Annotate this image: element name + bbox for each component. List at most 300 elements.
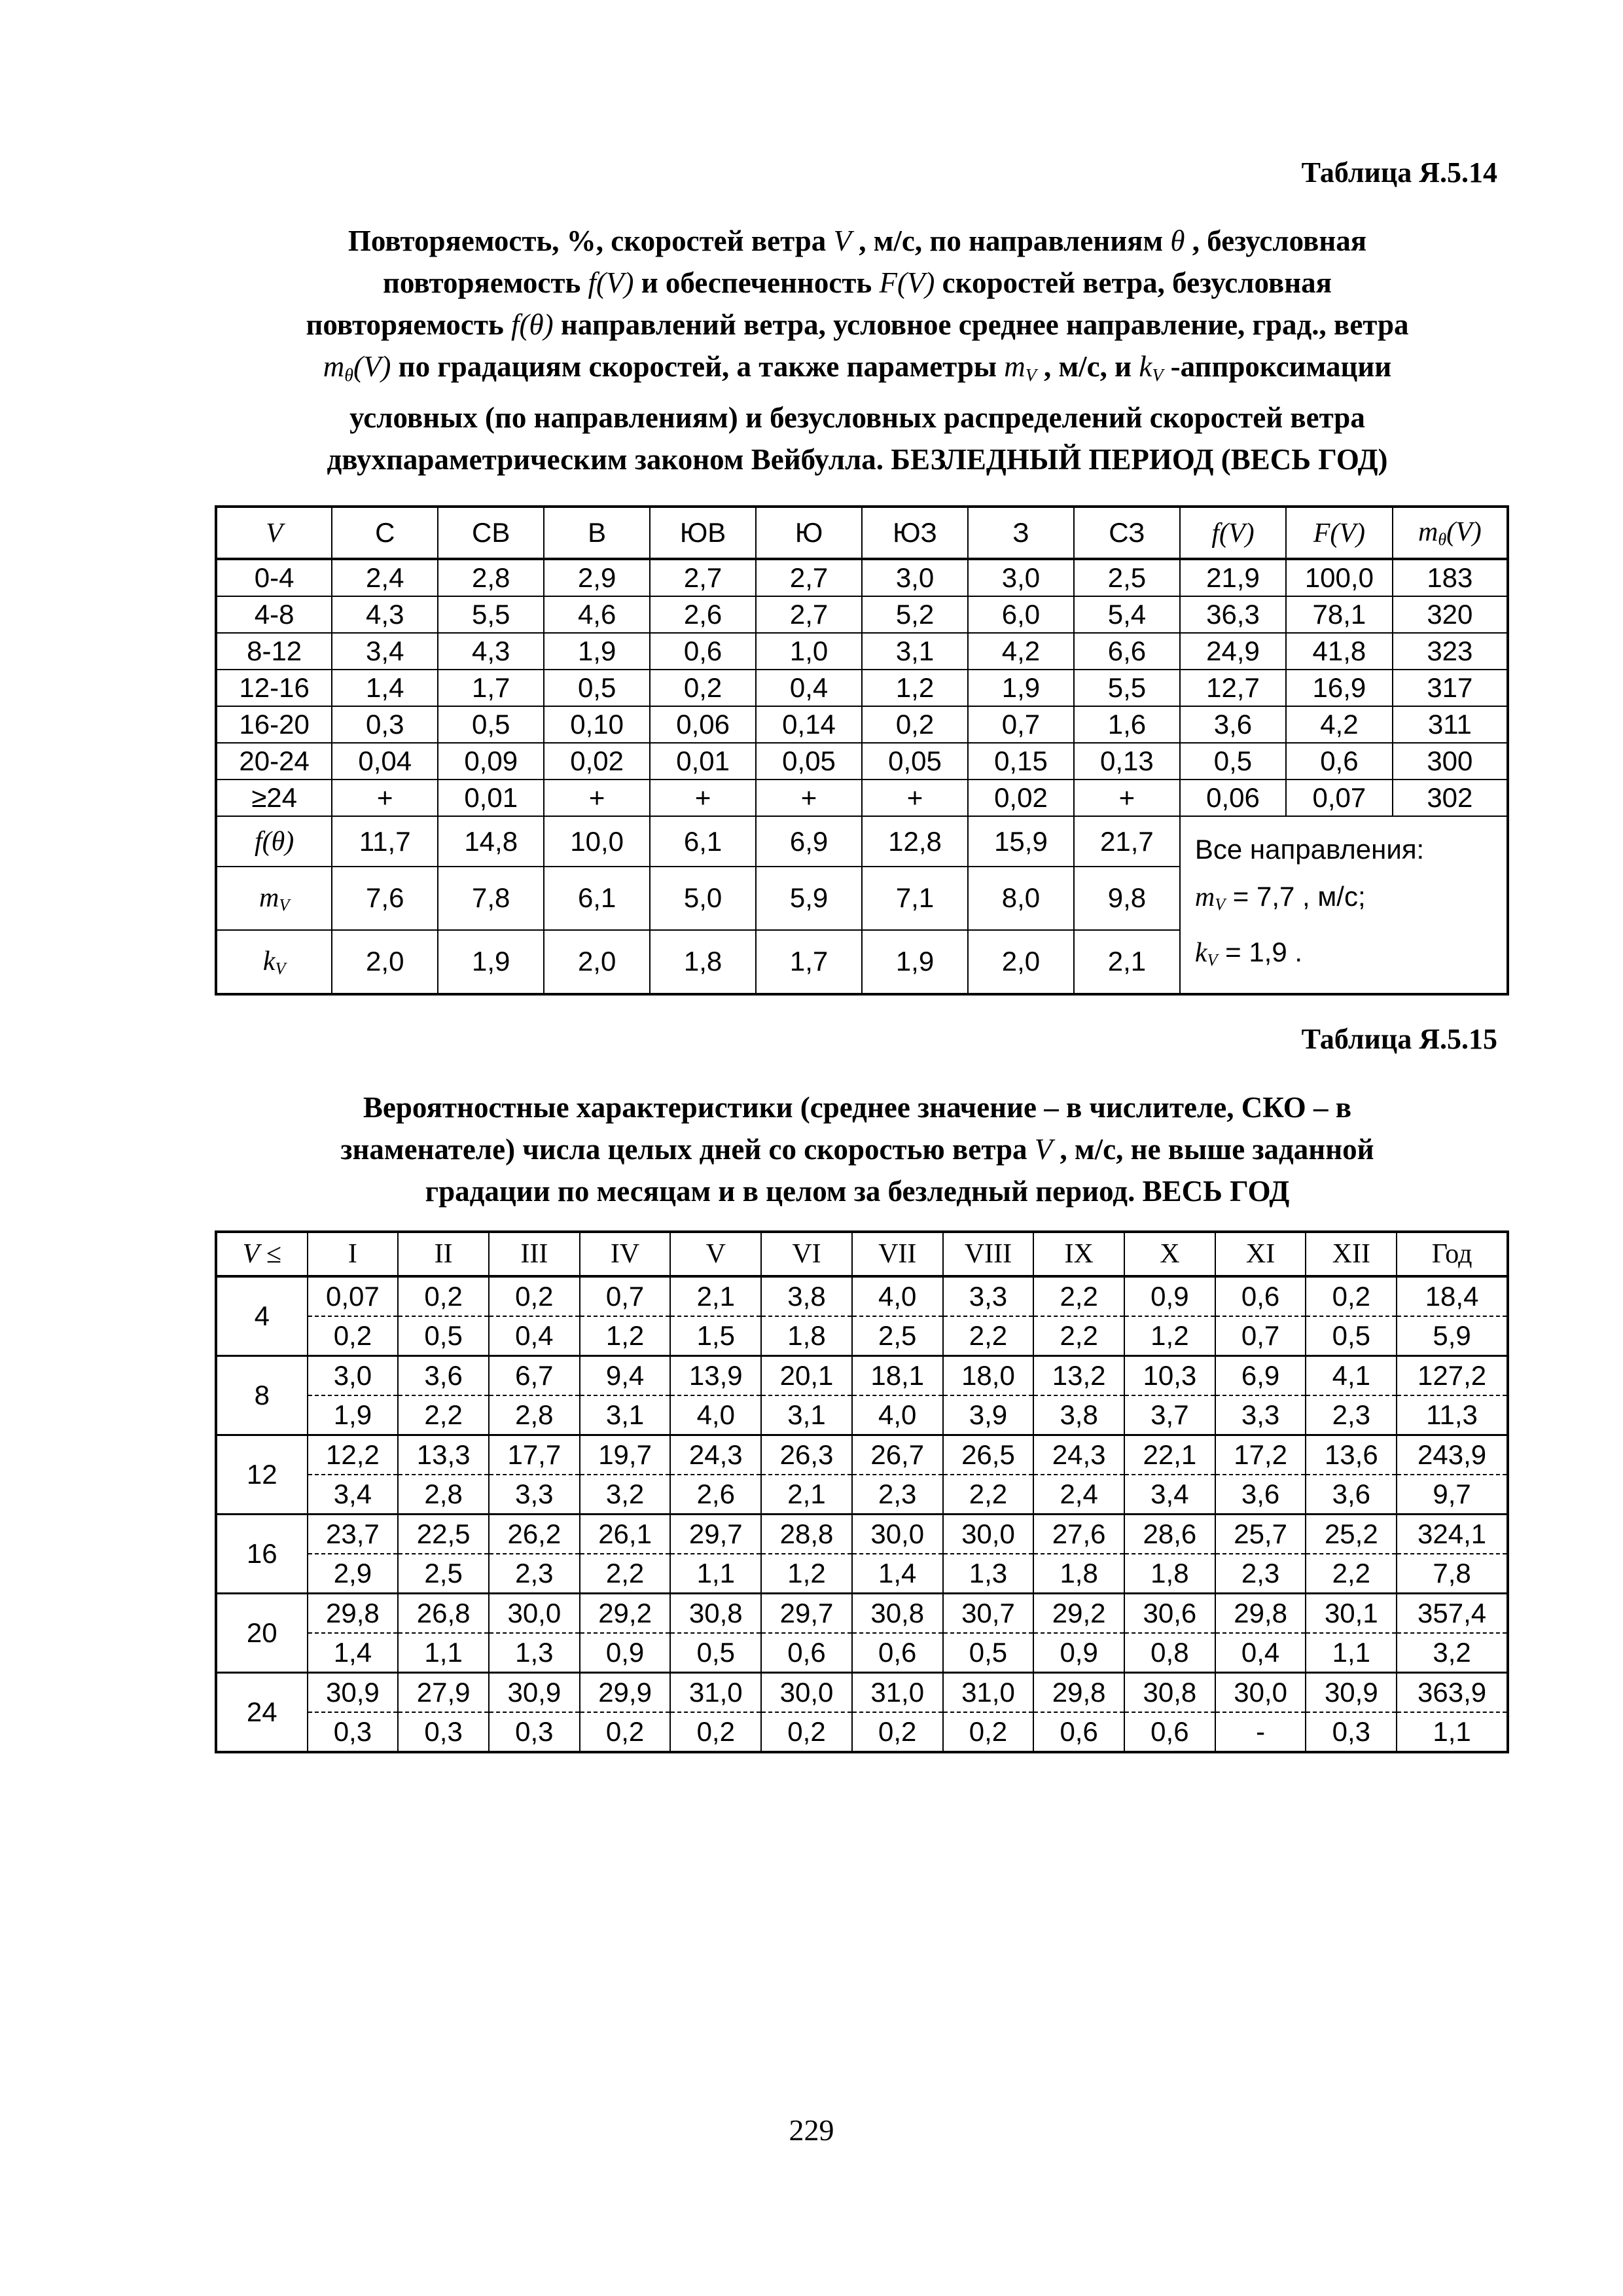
page-number: 229 [789,2113,834,2147]
row-header: 4-8 [216,596,332,633]
sd-cell: 0,3 [398,1712,489,1752]
mean-cell: 10,3 [1124,1356,1215,1396]
summary-cell [1180,816,1508,994]
table-cell: 0,5 [438,706,544,743]
mean-cell: 28,6 [1124,1515,1215,1554]
sd-cell: 2,3 [1306,1395,1397,1435]
table-cell: 1,2 [862,670,968,706]
table-cell: 11,7 [332,816,438,867]
sd-cell: 3,2 [580,1475,671,1515]
mean-cell: 30,0 [1215,1673,1306,1713]
mean-cell: 17,7 [489,1435,580,1475]
mean-cell: 29,8 [1215,1594,1306,1634]
column-header: IX [1033,1232,1124,1276]
column-header: IV [580,1232,671,1276]
mean-cell: 30,8 [852,1594,943,1634]
table-cell: 2,9 [544,559,650,596]
table1-title-line: повторяемость f(θ) направлений ветра, условное среднее направление, град., ветра [306,308,1409,341]
column-header: З [968,507,1074,559]
table-cell: 21,9 [1180,559,1286,596]
sd-cell: 0,2 [943,1712,1034,1752]
mean-cell: 13,9 [670,1356,761,1396]
math-symbol: f(θ) [511,308,554,341]
row-header: 8-12 [216,633,332,670]
math-symbol: $k_V$ [262,946,286,978]
sd-cell: 2,2 [398,1395,489,1435]
mean-cell: 13,6 [1306,1435,1397,1475]
mean-cell: 4,1 [1306,1356,1397,1396]
table-cell: 323 [1393,633,1508,670]
sd-cell: 0,6 [761,1633,852,1673]
mean-cell: 3,6 [398,1356,489,1396]
mean-cell: 324,1 [1397,1515,1508,1554]
sd-cell: 0,5 [1306,1316,1397,1356]
column-header [1180,507,1286,559]
row-header: 8 [216,1356,308,1435]
table-cell: 0,07 [1286,780,1393,816]
table2-label: Таблица Я.5.15 [1301,1023,1497,1055]
sd-cell: 5,9 [1397,1316,1508,1356]
mean-cell: 2,1 [670,1276,761,1316]
sd-cell: 4,0 [852,1395,943,1435]
sd-cell: 0,9 [580,1633,671,1673]
row-header: 20 [216,1594,308,1673]
summary-kv: $k_V = 1,9$ . [1194,936,1303,969]
column-header: СЗ [1074,507,1180,559]
sd-row [216,1554,1508,1594]
math-subscript: θ [1438,529,1447,549]
math-symbol: $m_V$ [259,882,290,915]
mean-cell: 29,8 [308,1594,399,1634]
row-header: 0-4 [216,559,332,596]
math-subscript: θ [344,365,353,386]
mean-cell: 25,2 [1306,1515,1397,1554]
wind-frequency-table [215,505,1509,996]
column-header: X [1124,1232,1215,1276]
table-cell: 41,8 [1286,633,1393,670]
table-cell: 300 [1393,743,1508,780]
mean-cell: 363,9 [1397,1673,1508,1713]
summary-caption: Все направления: [1194,834,1425,865]
sd-cell: 1,1 [1306,1633,1397,1673]
sd-cell: 2,2 [943,1475,1034,1515]
table-cell: 3,6 [1180,706,1286,743]
mean-cell: 357,4 [1397,1594,1508,1634]
table-cell: 15,9 [968,816,1074,867]
column-header: XII [1306,1232,1397,1276]
table-cell: 0,5 [544,670,650,706]
table2-title-line: градации по месяцам и в целом за безледный период. ВЕСЬ ГОД [425,1175,1290,1208]
sd-cell: 2,3 [489,1554,580,1594]
table-cell: + [756,780,862,816]
row-header: 20-24 [216,743,332,780]
table-cell: 7,6 [332,867,438,930]
sd-cell: 0,2 [308,1316,399,1356]
sd-cell: 2,2 [943,1316,1034,1356]
table-cell: 2,1 [1074,930,1180,994]
sd-row [216,1475,1508,1515]
sd-cell: 0,4 [1215,1633,1306,1673]
table-cell: 1,7 [756,930,862,994]
table-cell: 1,4 [332,670,438,706]
table-cell: 0,15 [968,743,1074,780]
mean-cell: 0,6 [1215,1276,1306,1316]
table-cell: 6,1 [544,867,650,930]
mean-cell: 24,3 [670,1435,761,1475]
table-cell: 16,9 [1286,670,1393,706]
math-symbol: V [833,224,852,257]
column-header [1286,507,1393,559]
sd-cell: 3,6 [1306,1475,1397,1515]
sd-cell: 0,6 [852,1633,943,1673]
mean-cell: 26,5 [943,1435,1034,1475]
mean-cell: 0,2 [489,1276,580,1316]
sd-cell: - [1215,1712,1306,1752]
table-cell: 24,9 [1180,633,1286,670]
mean-row [216,1435,1508,1475]
table-cell: 12,8 [862,816,968,867]
sd-row [216,1316,1508,1356]
column-header: С [332,507,438,559]
mean-cell: 9,4 [580,1356,671,1396]
mean-cell: 29,8 [1033,1673,1124,1713]
row-header [216,816,332,867]
sd-cell: 2,2 [580,1554,671,1594]
mean-cell: 29,9 [580,1673,671,1713]
table1-title-line: Повторяемость, %, скоростей ветра V , м/с, по направлениям θ , безусловная [348,224,1367,257]
row-header [216,867,332,930]
mean-cell: 3,0 [308,1356,399,1396]
math-symbol: f(θ) [254,827,294,857]
sd-row [216,1712,1508,1752]
table-cell: 10,0 [544,816,650,867]
mean-cell: 27,6 [1033,1515,1124,1554]
sd-cell: 1,5 [670,1316,761,1356]
sd-cell: 2,5 [398,1554,489,1594]
table-cell: 0,6 [1286,743,1393,780]
mean-cell: 30,0 [943,1515,1034,1554]
table-cell: 1,6 [1074,706,1180,743]
sd-cell: 2,8 [398,1475,489,1515]
math-subscript: V [1215,895,1226,914]
table-cell: 3,0 [968,559,1074,596]
sd-cell: 2,2 [1033,1316,1124,1356]
math-subscript: V [279,895,290,915]
sd-cell: 3,9 [943,1395,1034,1435]
sd-cell: 2,2 [1306,1554,1397,1594]
mean-cell: 29,7 [670,1515,761,1554]
column-header: III [489,1232,580,1276]
mean-cell: 26,3 [761,1435,852,1475]
column-header: ЮЗ [862,507,968,559]
table-row [216,743,1508,780]
math-symbol: $m_\theta(V)$ [323,350,391,386]
table-cell: 2,5 [1074,559,1180,596]
sd-cell: 0,2 [670,1712,761,1752]
row-header: 4 [216,1276,308,1356]
sd-cell: 2,8 [489,1395,580,1435]
column-header: VII [852,1232,943,1276]
table-cell: 1,9 [438,930,544,994]
sd-cell: 3,3 [489,1475,580,1515]
table-cell: 3,0 [862,559,968,596]
table-row [216,706,1508,743]
mean-cell: 30,9 [308,1673,399,1713]
table-cell: 4,3 [438,633,544,670]
mean-cell: 0,9 [1124,1276,1215,1316]
row-header: 16-20 [216,706,332,743]
mean-cell: 4,0 [852,1276,943,1316]
table-cell: 1,7 [438,670,544,706]
mean-cell: 30,9 [1306,1673,1397,1713]
mean-cell: 6,7 [489,1356,580,1396]
sd-cell: 1,3 [489,1633,580,1673]
table-cell: 0,2 [862,706,968,743]
column-header: II [398,1232,489,1276]
row-header [216,930,332,994]
table-cell: 2,0 [332,930,438,994]
table-cell: 0,05 [862,743,968,780]
table-cell: 0,04 [332,743,438,780]
table-cell: 0,14 [756,706,862,743]
table-cell: 0,02 [544,743,650,780]
math-subscript: V [1025,365,1037,386]
table-row [216,633,1508,670]
summary-mv: $m_V = 7,7$ , м/с; [1194,881,1366,914]
table-cell: 1,9 [968,670,1074,706]
table1-title-line: двухпараметрическим законом Вейбулла. БЕЗЛЕДНЫЙ ПЕРИОД (ВЕСЬ ГОД) [327,442,1388,476]
mean-cell: 23,7 [308,1515,399,1554]
table1-title-line: условных (по направлениям) и безусловных распределений скоростей ветра [349,401,1365,434]
sd-cell: 2,3 [852,1475,943,1515]
mean-cell: 30,8 [670,1594,761,1634]
table-cell: + [1074,780,1180,816]
table-cell: 2,7 [756,596,862,633]
mean-cell: 30,0 [852,1515,943,1554]
mean-cell: 13,2 [1033,1356,1124,1396]
sd-cell: 0,9 [1033,1633,1124,1673]
wind-days-table [215,1230,1509,1753]
table-cell: 317 [1393,670,1508,706]
column-header: VIII [943,1232,1034,1276]
mean-cell: 18,4 [1397,1276,1508,1316]
table2-title [216,1086,1499,1212]
table-cell: 6,0 [968,596,1074,633]
table-cell: 0,13 [1074,743,1180,780]
column-header: ЮВ [650,507,756,559]
sd-cell: 0,6 [1124,1712,1215,1752]
table-cell: 320 [1393,596,1508,633]
mean-cell: 24,3 [1033,1435,1124,1475]
math-symbol: $m_V$ [1004,350,1037,386]
sd-cell: 2,9 [308,1554,399,1594]
sd-cell: 1,2 [761,1554,852,1594]
sd-cell: 9,7 [1397,1475,1508,1515]
sd-cell: 11,3 [1397,1395,1508,1435]
column-header: VI [761,1232,852,1276]
math-symbol: $m_V$ [1194,882,1226,914]
table-row [216,559,1508,596]
table-cell: 6,6 [1074,633,1180,670]
table-cell: 2,4 [332,559,438,596]
table-cell: 78,1 [1286,596,1393,633]
math-subscript: V [1152,365,1164,386]
table-cell: 0,06 [650,706,756,743]
sd-cell: 0,3 [1306,1712,1397,1752]
table-cell: 2,8 [438,559,544,596]
column-header [216,507,332,559]
sd-cell: 3,6 [1215,1475,1306,1515]
math-symbol: F(V) [1313,518,1366,548]
table-cell: + [650,780,756,816]
column-header: В [544,507,650,559]
table-cell: 4,2 [1286,706,1393,743]
mean-cell: 31,0 [943,1673,1034,1713]
mean-cell: 30,7 [943,1594,1034,1634]
table-cell: 36,3 [1180,596,1286,633]
table-cell: 183 [1393,559,1508,596]
mean-cell: 127,2 [1397,1356,1508,1396]
mean-cell: 19,7 [580,1435,671,1475]
sd-cell: 1,9 [308,1395,399,1435]
sd-cell: 1,8 [1033,1554,1124,1594]
column-header: СВ [438,507,544,559]
sd-row [216,1633,1508,1673]
table-cell: 4,2 [968,633,1074,670]
mean-cell: 26,8 [398,1594,489,1634]
table2-title-line: Вероятностные характеристики (среднее значение – в числителе, СКО – в [363,1091,1352,1124]
sd-cell: 3,3 [1215,1395,1306,1435]
table-cell: 5,5 [438,596,544,633]
sd-cell: 0,7 [1215,1316,1306,1356]
mean-cell: 26,7 [852,1435,943,1475]
sd-cell: 2,3 [1215,1554,1306,1594]
mean-cell: 25,7 [1215,1515,1306,1554]
math-subscript: V [1207,950,1218,969]
table-cell: 302 [1393,780,1508,816]
mean-row [216,1276,1508,1316]
sd-row [216,1395,1508,1435]
table-cell: 0,02 [968,780,1074,816]
param-row [216,816,1508,867]
sd-cell: 0,2 [852,1712,943,1752]
mean-cell: 18,0 [943,1356,1034,1396]
sd-cell: 4,0 [670,1395,761,1435]
table-cell: 0,05 [756,743,862,780]
sd-cell: 3,1 [761,1395,852,1435]
sd-cell: 0,6 [1033,1712,1124,1752]
sd-cell: 1,8 [1124,1554,1215,1594]
table-cell: 1,8 [650,930,756,994]
table-cell: 0,3 [332,706,438,743]
sd-cell: 0,2 [761,1712,852,1752]
table-cell: 2,7 [756,559,862,596]
table1-title [216,220,1499,480]
mean-cell: 30,0 [489,1594,580,1634]
sd-cell: 2,4 [1033,1475,1124,1515]
table-cell: 0,10 [544,706,650,743]
table-cell: 3,4 [332,633,438,670]
sd-cell: 7,8 [1397,1554,1508,1594]
column-header: V [670,1232,761,1276]
table-cell: 0,7 [968,706,1074,743]
mean-cell: 30,6 [1124,1594,1215,1634]
sd-cell: 0,5 [398,1316,489,1356]
mean-cell: 12,2 [308,1435,399,1475]
sd-cell: 0,5 [670,1633,761,1673]
table-cell: + [862,780,968,816]
table-cell: 5,4 [1074,596,1180,633]
table-cell: 5,0 [650,867,756,930]
mean-cell: 30,0 [761,1673,852,1713]
table-cell: 0,5 [1180,743,1286,780]
math-symbol: $k_V$ [1194,937,1218,969]
mean-row [216,1594,1508,1634]
row-header: 12 [216,1435,308,1515]
sd-cell: 3,1 [580,1395,671,1435]
table-cell: + [332,780,438,816]
math-symbol: V [1034,1133,1053,1166]
sd-cell: 0,4 [489,1316,580,1356]
table-cell: 100,0 [1286,559,1393,596]
mean-cell: 3,8 [761,1276,852,1316]
row-header: 16 [216,1515,308,1594]
sd-cell: 2,1 [761,1475,852,1515]
table-cell: 311 [1393,706,1508,743]
table-cell: 5,2 [862,596,968,633]
mean-cell: 243,9 [1397,1435,1508,1475]
sd-cell: 3,8 [1033,1395,1124,1435]
sd-cell: 1,2 [580,1316,671,1356]
mean-cell: 30,8 [1124,1673,1215,1713]
table-cell: 0,06 [1180,780,1286,816]
column-header: I [308,1232,399,1276]
sd-cell: 2,6 [670,1475,761,1515]
table2-title-line: знаменателе) числа целых дней со скоростью ветра V , м/с, не выше заданной [340,1133,1374,1166]
mean-row [216,1356,1508,1396]
column-header: Год [1397,1232,1508,1276]
table-cell: 5,5 [1074,670,1180,706]
table-cell: 4,6 [544,596,650,633]
mean-cell: 0,2 [398,1276,489,1316]
table-row [216,670,1508,706]
table-cell: 7,8 [438,867,544,930]
table-cell: 8,0 [968,867,1074,930]
mean-cell: 26,2 [489,1515,580,1554]
mean-cell: 28,8 [761,1515,852,1554]
mean-cell: 22,1 [1124,1435,1215,1475]
row-header: ≥24 [216,780,332,816]
table-cell: 0,09 [438,743,544,780]
math-symbol: $k_V$ [1139,350,1164,386]
table-cell: 3,1 [862,633,968,670]
sd-cell: 3,4 [308,1475,399,1515]
mean-cell: 29,2 [1033,1594,1124,1634]
sd-cell: 3,7 [1124,1395,1215,1435]
math-symbol: θ [1170,224,1185,257]
table-cell: 12,7 [1180,670,1286,706]
mean-cell: 17,2 [1215,1435,1306,1475]
table1-title-line: $m_\theta(V)$ по градациям скоростей, а также параметры $m_V$ , м/с, и $k_V$ -аппроксимации [323,350,1392,386]
table-cell: 0,4 [756,670,862,706]
math-subscript: V [275,959,286,978]
mean-cell: 3,3 [943,1276,1034,1316]
sd-cell: 1,8 [761,1316,852,1356]
table-cell: 21,7 [1074,816,1180,867]
sd-cell: 2,5 [852,1316,943,1356]
sd-cell: 1,1 [1397,1712,1508,1752]
table-cell: 2,0 [968,930,1074,994]
